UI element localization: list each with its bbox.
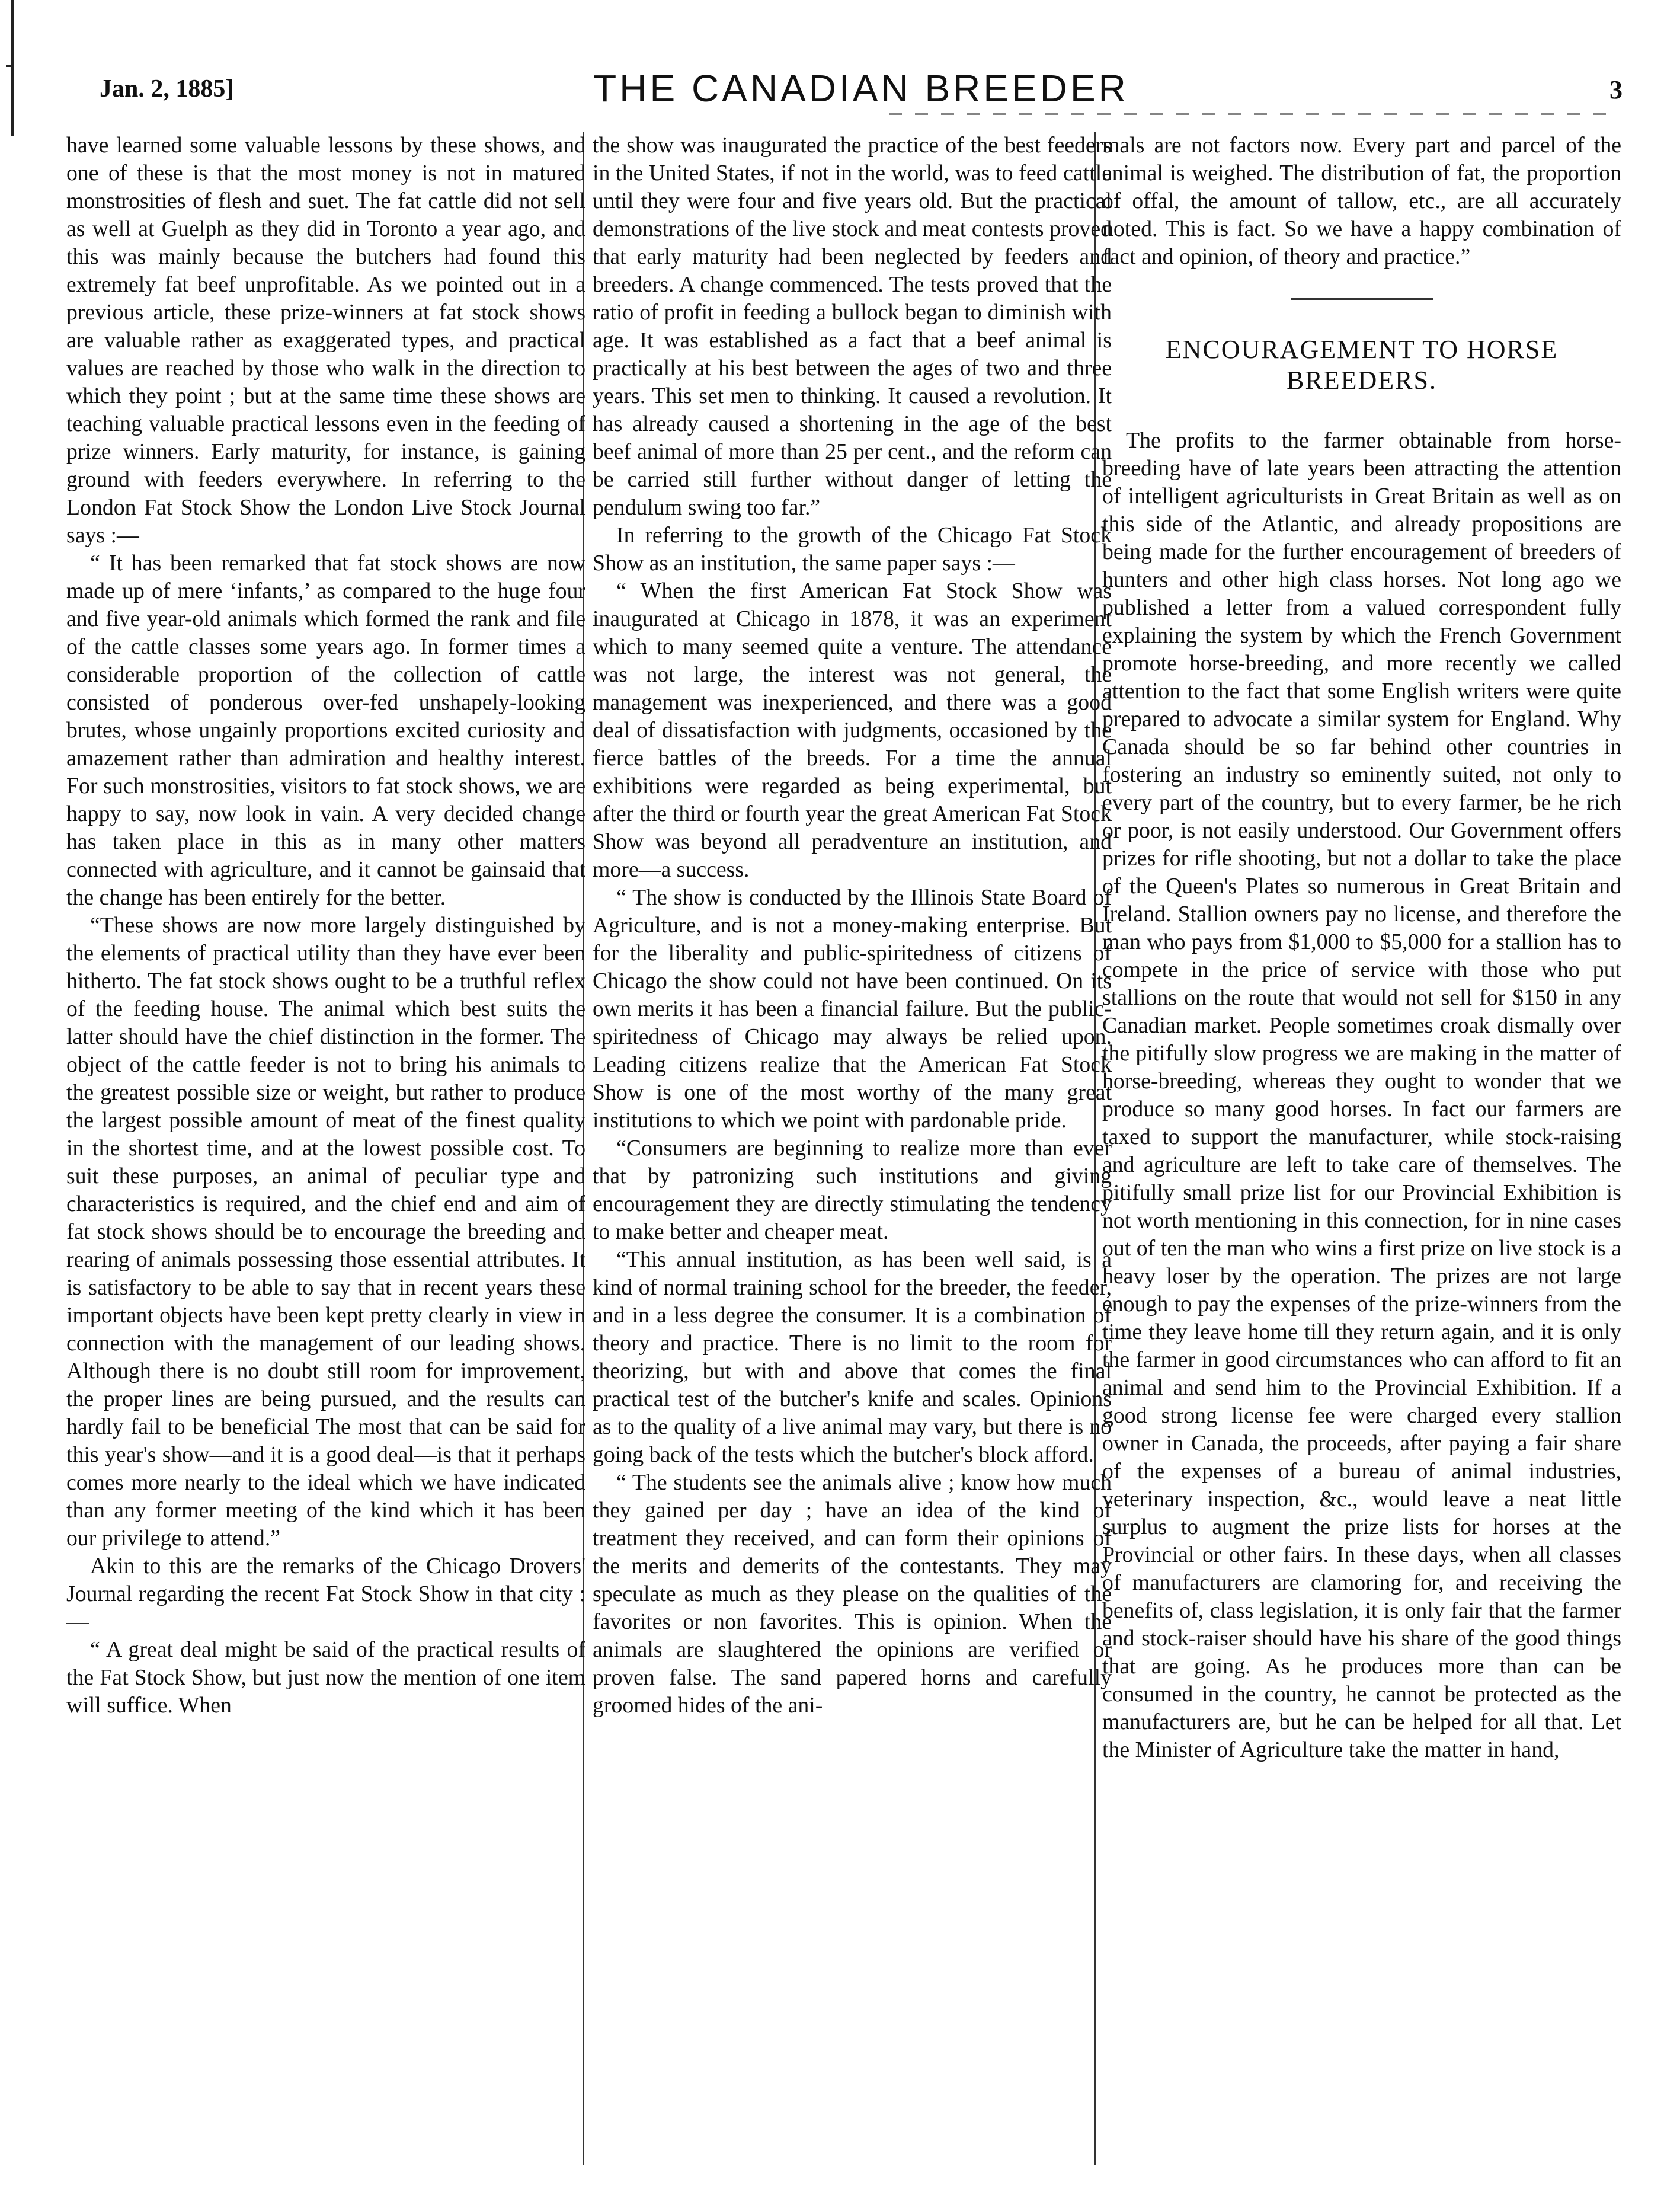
issue-date: Jan. 2, 1885]: [100, 75, 234, 103]
section-rule: [1291, 298, 1433, 300]
paragraph: “ The students see the animals alive ; know how much they gained per day ; have an idea of the kind of treatment they received, and can form their opinions of the merits and demerits of the contestants. They may speculate as much as they please on the qualities of the favorites or non favorites. This is opinion. When the animals are slaughtered the opinions are verified or proven false. The sand papered horns and carefully groomed hides of the ani-: [593, 1470, 1112, 1718]
heading-line: ENCOURAGEMENT TO HORSE: [1165, 335, 1559, 364]
paragraph: “This annual institution, as has been well said, is a kind of normal training school for the breeder, the feeder, and in a less degree the consumer. It is a combination of theory and practice. There is no limit to the room for theorizing, but with and above that comes the final practical test of the butcher's knife and scales. Opinions as to the quality of a live animal may vary, but there is no going back of the tests which the butcher's block afford.: [593, 1247, 1112, 1467]
page-header: [100, 66, 1623, 114]
paragraph: In referring to the growth of the Chicago Fat Stock Show as an institution, the same paper says :—: [593, 523, 1112, 576]
paragraph: The profits to the farmer obtainable from horse-breeding have of late years been attracting the attention of intelligent agriculturists in Great Britain as well as on this side of the Atlantic, and already propositions are being made for the further encouragement of breeders of hunters and other high class horses. Not long ago we published a letter from a valued correspondent fully explaining the system by which the French Government promote horse-breeding, and more recently we called attention to the fact that some English writers were quite prepared to advocate a similar system for England. Why Canada should be so far behind other countries in fostering an industry so eminently suited, not only to every part of the country, but to every farmer, be he rich or poor, is not easily understood. Our Government offers prizes for rifle shooting, but not a dollar to take the place of the Queen's Plates so numerous in Great Britain and Ireland. Stallion owners pay no license, and therefore the man who pays from $1,000 to $5,000 for a stallion has to compete in the price of service with those who put stallions on the route that would not sell for $150 in any Canadian market. People sometimes croak dismally over the pitifully slow progress we are making in the matter of horse-breeding, whereas they ought to wonder that we produce so many good horses. In fact our farmers are taxed to support the manufacturer, while stock-raising and agriculture are left to take care of themselves. The pitifully small prize list for our Provincial Exhibition is not worth mentioning in this connection, for in nine cases out of ten the man who wins a first prize on live stock is a heavy loser by the operation. The prizes are not large enough to pay the expenses of the prize-winners from the time they leave home till they return again, and it is only the farmer in good circumstances who can afford to fit an animal and send him to the Provincial Exhibition. If a good strong license fee were charged every stallion owner in Canada, the proceeds, after paying a fair share of the expenses of a bureau of animal industries, veterinary inspection, &c., would leave a neat little surplus to augment the prize lists for horses at the Provincial or other fairs. In these days, when all classes of manufacturers are clamoring for, and receiving the benefits of, class legislation, it is only fair that the farmer and stock-raiser should have his share of the good things that are going. As he produces more than can be consumed in the country, he cannot be protected as the manufacturers are, but he can be helped for all that. Let the Minister of Agriculture take the matter in hand,: [1102, 428, 1621, 1762]
header-rule: [889, 113, 1618, 115]
paragraph: “ When the first American Fat Stock Show was inaugurated at Chicago in 1878, it was an experiment which to many seemed quite a venture. The attendance was not large, the interest was not general, the management was inexperienced, and there was a good deal of dissatisfaction with judgments, occasioned by the fierce battles of the breeds. For a time the annual exhibitions were regarded as being experimental, but after the third or fourth year the great American Fat Stock Show was beyond all peradventure an institution, and more—a success.: [593, 579, 1112, 882]
paragraph: “These shows are now more largely distinguished by the elements of practical utility than they have ever been hitherto. The fat stock shows ought to be a truthful reflex of the feeding house. The animal which best suits the latter should have the chief distinction in the former. The object of the cattle feeder is not to bring his animals to the greatest possible size or weight, but rather to produce the largest possible amount of meat of the finest quality in the shortest time, and at the lowest possible cost. To suit these purposes, an animal of peculiar type and characteristics is required, and the chief end and aim of fat stock shows should be to encourage the breeding and rearing of animals possessing those essential attributes. It is satisfactory to be able to say that in recent years these important objects have been kept pretty clearly in view in connection with the management of our leading shows. Although there is no doubt still room for improvement, the proper lines are being pursued, and the results can hardly fail to be beneficial The most that can be said for this year's show—and it is a good deal—is that it perhaps comes more nearly to the ideal which we have indicated than any former meeting of the kind which it has been our privilege to attend.”: [66, 913, 585, 1551]
paragraph: “ A great deal might be said of the practical results of the Fat Stock Show, but just now the mention of one item will suffice. When: [66, 1637, 585, 1718]
paragraph: “ It has been remarked that fat stock shows are now made up of mere ‘infants,’ as compared to the huge four and five year-old animals which formed the rank and file of the cattle classes some years ago. In former times a considerable proportion of the collection of cattle consisted of ponderous over-fed unshapely-looking brutes, whose ungainly proportions excited curiosity and amazement rather than admiration and healthy interest. For such monstrosities, visitors to fat stock shows, we are happy to say, now look in vain. A very decided change has taken place in this as in many other matters connected with agriculture, and it cannot be gainsaid that the change has been entirely for the better.: [66, 551, 585, 910]
page-number: 3: [1609, 75, 1623, 104]
margin-mark: [11, 0, 14, 136]
paragraph: “Consumers are beginning to realize more than ever that by patronizing such institutions and giving encouragement they are directly stimulating the tendency to make better and cheaper meat.: [593, 1136, 1112, 1244]
publication-title: THE CANADIAN BREEDER: [593, 67, 1129, 110]
column-3: [1102, 132, 1621, 2159]
heading-line: BREEDERS.: [1287, 366, 1437, 395]
paragraph: “ The show is conducted by the Illinois State Board of Agriculture, and is not a money-making enterprise. But for the liberality and public-spiritedness of citizens of Chicago the show could not have been continued. On its own merits it has been a financial failure. But the public-spiritedness of Chicago may always be relied upon. Leading citizens realize that the American Fat Stock Show is one of the most worthy of the many great institutions to which we point with pardonable pride.: [593, 885, 1112, 1133]
paragraph: Akin to this are the remarks of the Chicago Drovers' Journal regarding the recent Fat Stock Show in that city :—: [66, 1554, 585, 1634]
paragraph: have learned some valuable lessons by these shows, and one of these is that the most money is not in matured monstrosities of flesh and suet. The fat cattle did not sell as well at Guelph as they did in Toronto a year ago, and this was mainly because the butchers had found this extremely fat beef unprofitable. As we pointed out in a previous article, these prize-winners at fat stock shows are valuable rather as exaggerated types, and practical values are reached by those who walk in the direction to which they point ; but at the same time these shows are teaching valuable practical lessons even in the feeding of prize winners. Early maturity, for instance, is gaining ground with feeders everywhere. In referring to the London Fat Stock Show the London Live Stock Journal says :—: [66, 133, 585, 548]
column-2: [593, 132, 1112, 2159]
column-1: [66, 132, 585, 2159]
paragraph: mals are not factors now. Every part and parcel of the animal is weighed. The distribution of fat, the proportion of offal, the amount of tallow, etc., are all accurately noted. This is fact. So we have a happy combination of fact and opinion, of theory and practice.”: [1102, 133, 1621, 269]
margin-tick: [6, 65, 14, 67]
article-heading: [1102, 334, 1621, 396]
paragraph: the show was inaugurated the practice of the best feeders in the United States, if not in the world, was to feed cattle until they were four and five years old. But the practical demonstrations of the live stock and meat contests proved that early maturity had been neglected by feeders and breeders. A change commenced. The tests proved that the ratio of profit in feeding a bullock began to diminish with age. It was established as a fact that a beef animal is practically at his best between the ages of two and three years. This set men to thinking. It caused a revolution. It has already caused a shortening in the age of the best beef animal of more than 25 per cent., and the reform can be carried still further without danger of letting the pendulum swing too far.”: [593, 133, 1112, 520]
